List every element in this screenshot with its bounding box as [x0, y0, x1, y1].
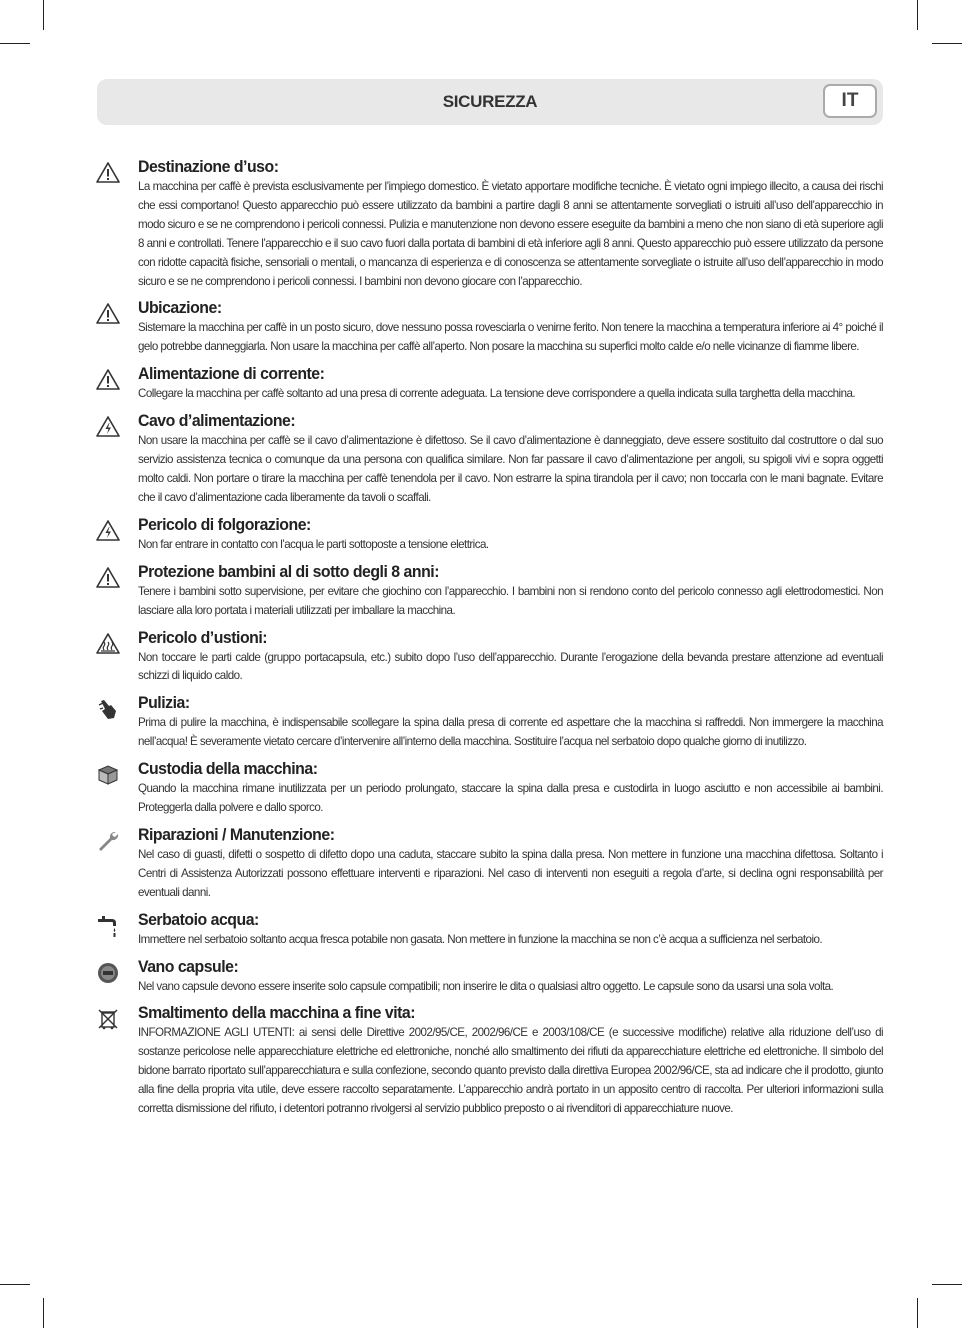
crop-mark	[932, 43, 962, 44]
section-title: Cavo d’alimentazione:	[138, 412, 296, 431]
hot-surface-icon	[96, 632, 120, 656]
section-title: Smaltimento della macchina a fine vita:	[138, 1004, 416, 1023]
box-icon	[96, 763, 120, 787]
section-riparazioni-manutenzione	[0, 825, 883, 903]
section-title: Pericolo d’ustioni:	[138, 628, 268, 647]
section-body: La macchina per caffè è prevista esclusivamente per l’impiego domestico. È vietato apportare modifiche tecniche. È vietato ogni impiego illecito, a causa dei rischi che essi comportano! Questo apparecchio può essere utilizzato da bambini a partire dagli 8 anni se attentamente sorvegliati o istruiti all’uso dell’apparecchio in modo sicuro e se ne comprendono i pericoli connessi. Pulizia e manutenzione non devono essere eseguite da bambini a meno che non siano di età superiore agli 8 anni e controllati. Tenere l’apparecchio e il suo cavo fuori dalla portata di bambini di età inferiore agli 8 anni. Questo apparecchio può essere utilizzato da persone con ridotte capacità fisiche, sensoriali o mentali, o mancanza di esperienza e di conoscenza se attentamente sorvegliate o istruite all’uso dell’apparecchio in modo sicuro e se ne comprendono i pericoli connessi. I bambini non devono giocare con l’apparecchio.	[138, 180, 883, 288]
section-body: Nel vano capsule devono essere inserite solo capsule compatibili; non inserire le dita o qualsiasi altro oggetto. Le capsule sono da usarsi una sola volta.	[138, 979, 834, 993]
electric-warning-icon	[96, 415, 120, 439]
section-body: INFORMAZIONE AGLI UTENTI: ai sensi delle Direttive 2002/95/CE, 2002/96/CE e 2003/108/CE (e successive modifiche) relative alla riduzione dell’uso di sostanze pericolose nelle apparecchiature elettriche ed elettroniche, nonché allo smaltimento dei rifiuti da apparecchiature elettriche ed elettroniche. Il simbolo del bidone barrato riportato sull’apparecchiatura e sulla confezione, secondo quanto previsto dalla direttiva Europea 2002/96/CE, sta ad indicare che il prodotto, giunto alla fine della propria vita utile, deve essere raccolto separatamente. L’apparecchio andrà portato in un apposito centro di raccolta. Per ulteriori informazioni sulla corretta dismissione del rifiuto, i detentori potranno rivolgersi al servizio pubblico preposto o ai rivenditori di apparecchiature nuove.	[138, 1026, 883, 1116]
section-pericolo-d-ustioni	[0, 628, 883, 687]
warning-icon	[96, 566, 120, 590]
warning-icon	[96, 368, 120, 392]
wrench-icon	[96, 829, 120, 853]
capsule-icon	[96, 961, 120, 985]
section-title: Pulizia:	[138, 694, 190, 713]
section-cavo-d-alimentazione	[0, 411, 883, 508]
section-body: Nel caso di guasti, difetti o sospetto di difetto dopo una caduta, staccare subito la spina dalla presa. Non mettere in funzione una macchina difettosa. Soltanto i Centri di Assistenza Autorizzati possono effettuare interventi e riparazioni. Nel caso di interventi non eseguiti a regola d’arte, si declina ogni responsabilità per eventuali danni.	[138, 847, 883, 899]
electric-warning-icon	[96, 519, 120, 543]
crop-mark	[917, 1298, 918, 1328]
section-pericolo-di-folgorazione	[0, 515, 883, 555]
crop-mark	[0, 1284, 30, 1285]
crossed-bin-icon	[96, 1007, 120, 1031]
language-badge: IT	[823, 84, 877, 118]
section-body: Sistemare la macchina per caffè in un posto sicuro, dove nessuno possa rovesciarla o venirne ferito. Non tenere la macchina a temperatura inferiore ai 4° poiché il gelo potrebbe danneggiarla. Non usare la macchina per caffè all’aperto. Non posare la macchina su superfici molto calde e/o nelle vicinanze di fiamme libere.	[138, 321, 883, 354]
section-body: Immettere nel serbatoio soltanto acqua fresca potabile non gasata. Non mettere in funzione la macchina se non c’è acqua a sufficienza nel serbatoio.	[138, 932, 823, 946]
section-body: Quando la macchina rimane inutilizzata per un periodo prolungato, staccare la spina dalla presa e custodirla in luogo asciutto e non accessibile ai bambini. Proteggerla dalla polvere e dallo sporco.	[138, 782, 883, 815]
section-serbatoio-acqua	[0, 910, 883, 950]
page-header	[97, 79, 883, 125]
section-body: Tenere i bambini sotto supervisione, per evitare che giochino con l’apparecchio. I bambini non si rendono conto del pericolo connesso agli elettrodomestici. Non lasciare alla loro portata i materiali utilizzati per imballare la macchina.	[138, 584, 883, 617]
section-vano-capsule	[0, 957, 883, 997]
crop-mark	[917, 0, 918, 30]
water-tap-icon	[96, 914, 120, 938]
section-protezione-bambini-al-di-sotto-degli-8-anni	[0, 562, 883, 621]
crop-mark	[43, 0, 44, 30]
section-body: Non usare la macchina per caffè se il cavo d’alimentazione è difettoso. Se il cavo d’alimentazione è danneggiato, deve essere sostituito dal costruttore o dal suo servizio assistenza tecnica o comunque da una persona con qualifica similare. Non far passare il cavo d’alimentazione per angoli, su spigoli vivi e sopra oggetti molto caldi. Non portare o tirare la macchina per caffè tenendola per il cavo. Non estrarre la spina tirandola per il cavo; non toccarla con le mani bagnate. Evitare che il cavo d’alimentazione cada liberamente da tavoli o scaffali.	[138, 434, 883, 504]
section-body: Non toccare le parti calde (gruppo portacapsula, etc.) subito dopo l’uso dell’apparecchio. Durante l’erogazione della bevanda prestare attenzione ad eventuali schizzi di liquido caldo.	[138, 650, 883, 683]
section-title: Vano capsule:	[138, 957, 239, 976]
section-title: Pericolo di folgorazione:	[138, 515, 311, 534]
section-destinazione-d-uso	[0, 157, 883, 291]
section-pulizia	[0, 693, 883, 752]
section-title: Alimentazione di corrente:	[138, 365, 325, 384]
section-title: Ubicazione:	[138, 299, 222, 318]
warning-icon	[96, 302, 120, 326]
section-body: Collegare la macchina per caffè soltanto ad una presa di corrente adeguata. La tensione deve corrispondere a quella indicata sulla targhetta della macchina.	[138, 387, 856, 401]
section-alimentazione-di-corrente	[0, 364, 883, 404]
section-body: Prima di pulire la macchina, è indispensabile scollegare la spina dalla presa di corrente ed aspettare che la macchina si raffreddi. Non immergere la macchina nell’acqua! È severamente vietato cercare d’intervenire all’interno della macchina. Sostituire l’acqua nel serbatoio dopo qualche giorno di inutilizzo.	[138, 716, 883, 749]
section-custodia-della-macchina	[0, 759, 883, 818]
section-smaltimento-della-macchina-a-fine-vita	[0, 1003, 883, 1119]
section-title: Protezione bambini al di sotto degli 8 anni:	[138, 562, 439, 581]
crop-mark	[0, 43, 30, 44]
section-title: Riparazioni / Manutenzione:	[138, 825, 335, 844]
crop-mark	[43, 1298, 44, 1328]
crop-mark	[932, 1284, 962, 1285]
section-body: Non far entrare in contatto con l’acqua le parti sottoposte a tensione elettrica.	[138, 537, 489, 551]
warning-icon	[96, 161, 120, 185]
section-title: Destinazione d’uso:	[138, 158, 279, 176]
safety-content	[0, 157, 962, 1126]
section-ubicazione	[0, 298, 883, 357]
section-title: Serbatoio acqua:	[138, 910, 259, 929]
page-title: SICUREZZA	[442, 92, 538, 111]
section-title: Custodia della macchina:	[138, 760, 318, 779]
cleaning-hand-icon	[96, 697, 120, 721]
